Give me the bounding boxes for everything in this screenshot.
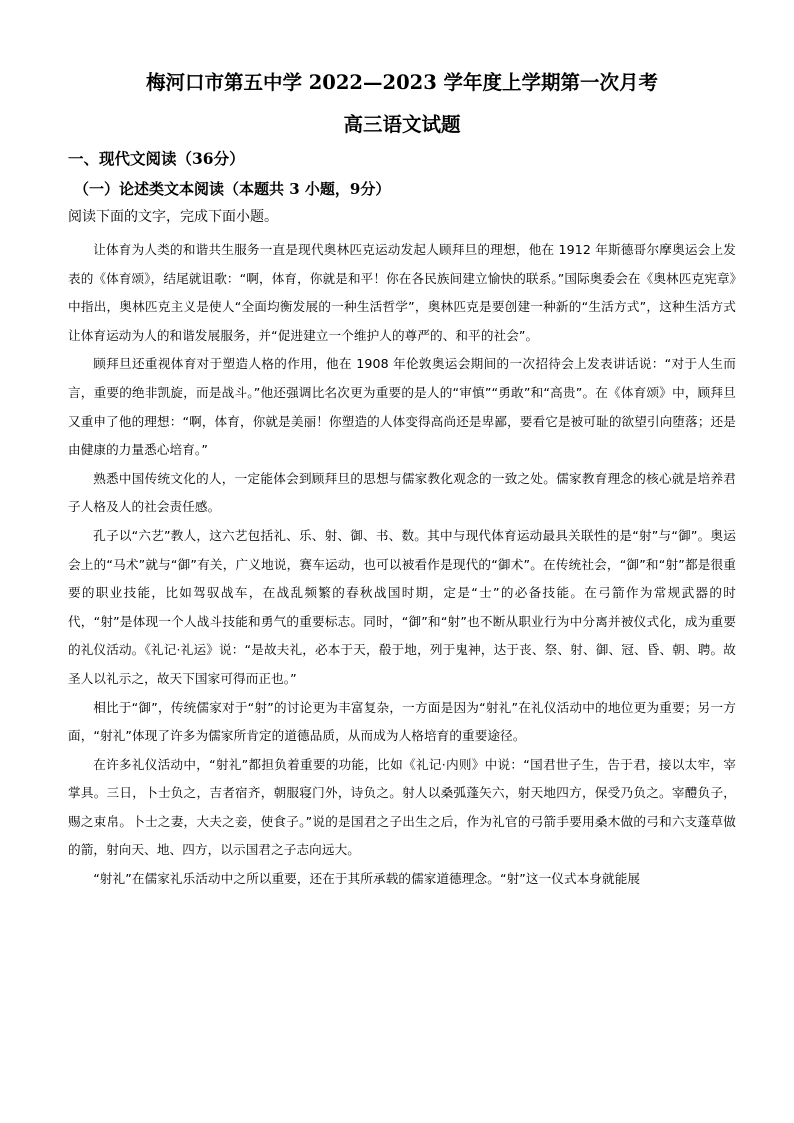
passage-paragraph-7: “射礼”在儒家礼乐活动中之所以重要，还在于其所承载的儒家道德理念。“射”这一仪式本身就能展 xyxy=(93,871,641,887)
passage-paragraph-6: 在许多礼仪活动中，“射礼”都担负着重要的功能，比如《礼记·内则》中说：“国君世子生，告于君，接以太牢，宰掌具。三日，卜士负之，吉者宿齐，朝服寝门外，诗负之。射人以桑弧蓬矢六，射天地四方，保受乃负之。宰醴负子，赐之束帛。卜士之妻，大夫之妾，使食子。”说的是国君之子出生之后，作为礼官的弓箭手要用桑木做的弓和六支蓬草做的箭，射向天、地、四方，以示国君之子志向远大。 xyxy=(68,756,736,858)
section-heading: 一、现代文阅读（36分） xyxy=(68,149,245,168)
subsection-heading: （一）论述类文本阅读（本题共 3 小题，9分） xyxy=(74,180,391,198)
reading-passage xyxy=(68,236,736,894)
passage-paragraph-5: 相比于“御”，传统儒家对于“射”的讨论更为丰富复杂，一方面是因为“射礼”在礼仪活动中的地位更为重要；另一方面，“射礼”体现了许多为儒家所肯定的道德品质，从而成为人格培育的重要途径。 xyxy=(68,699,736,744)
passage-paragraph-2: 顾拜旦还重视体育对于塑造人格的作用，他在 1908 年伦敦奥运会期间的一次招待会上发表讲话说：“对于人生而言，重要的绝非凯旋，而是战斗。”他还强调比名次更为重要的是人的“审慎”“勇敢”和“高贵”。在《体育颂》中，顾拜旦又重申了他的理想：“啊，体育，你就是美丽！你塑造的人体变得高尚还是卑鄙，要看它是被可耻的欲望引向堕落；还是由健康的力量悉心培育。” xyxy=(68,356,736,458)
passage-paragraph-1: 让体育为人类的和谐共生服务一直是现代奥林匹克运动发起人顾拜旦的理想，他在 1912 年斯德哥尔摩奥运会上发表的《体育颂》，结尾就诅歌：“啊，体育，你就是和平！你在各民族间建立愉快的联系。”国际奥委会在《奥林匹克宪章》中指出，奥林匹克主义是使人“全面均衡发展的一种生活哲学”，奥林匹克是要创建一种新的“生活方式”，这种生活方式让体育运动为人的和谐发展服务，并“促进建立一个维护人的尊严的、和平的社会”。 xyxy=(68,242,736,343)
passage-paragraph-3: 熟悉中国传统文化的人，一定能体会到顾拜旦的思想与儒家教化观念的一致之处。儒家教育理念的核心就是培养君子人格及人的社会责任感。 xyxy=(68,470,736,515)
passage-paragraph-4: 孔子以“六艺”教人，这六艺包括礼、乐、射、御、书、数。其中与现代体育运动最具关联性的是“射”与“御”。奥运会上的“马术”就与“御”有关，广义地说，赛车运动，也可以被看作是现代的“御术”。在传统社会，“御”和“射”都是很重要的职业技能，比如驾驭战车，在战乱频繁的春秋战国时期，定是“士”的必备技能。在弓箭作为常规武器的时代，“射”是体现一个人战斗技能和勇气的重要标志。同时，“御”和“射”也不断从职业行为中分离并被仪式化，成为重要的礼仪活动。《礼记·礼运》说：“是故夫礼，必本于天，殽于地，列于鬼神，达于丧、祭、射、御、冠、昏、朝、聘。故圣人以礼示之，故天下国家可得而正也。” xyxy=(68,527,736,686)
exam-subtitle: 高三语文试题 xyxy=(343,113,461,136)
reading-instruction: 阅读下面的文字，完成下面小题。 xyxy=(68,209,278,225)
exam-title: 梅河口市第五中学 2022—2023 学年度上学期第一次月考 xyxy=(145,71,659,94)
